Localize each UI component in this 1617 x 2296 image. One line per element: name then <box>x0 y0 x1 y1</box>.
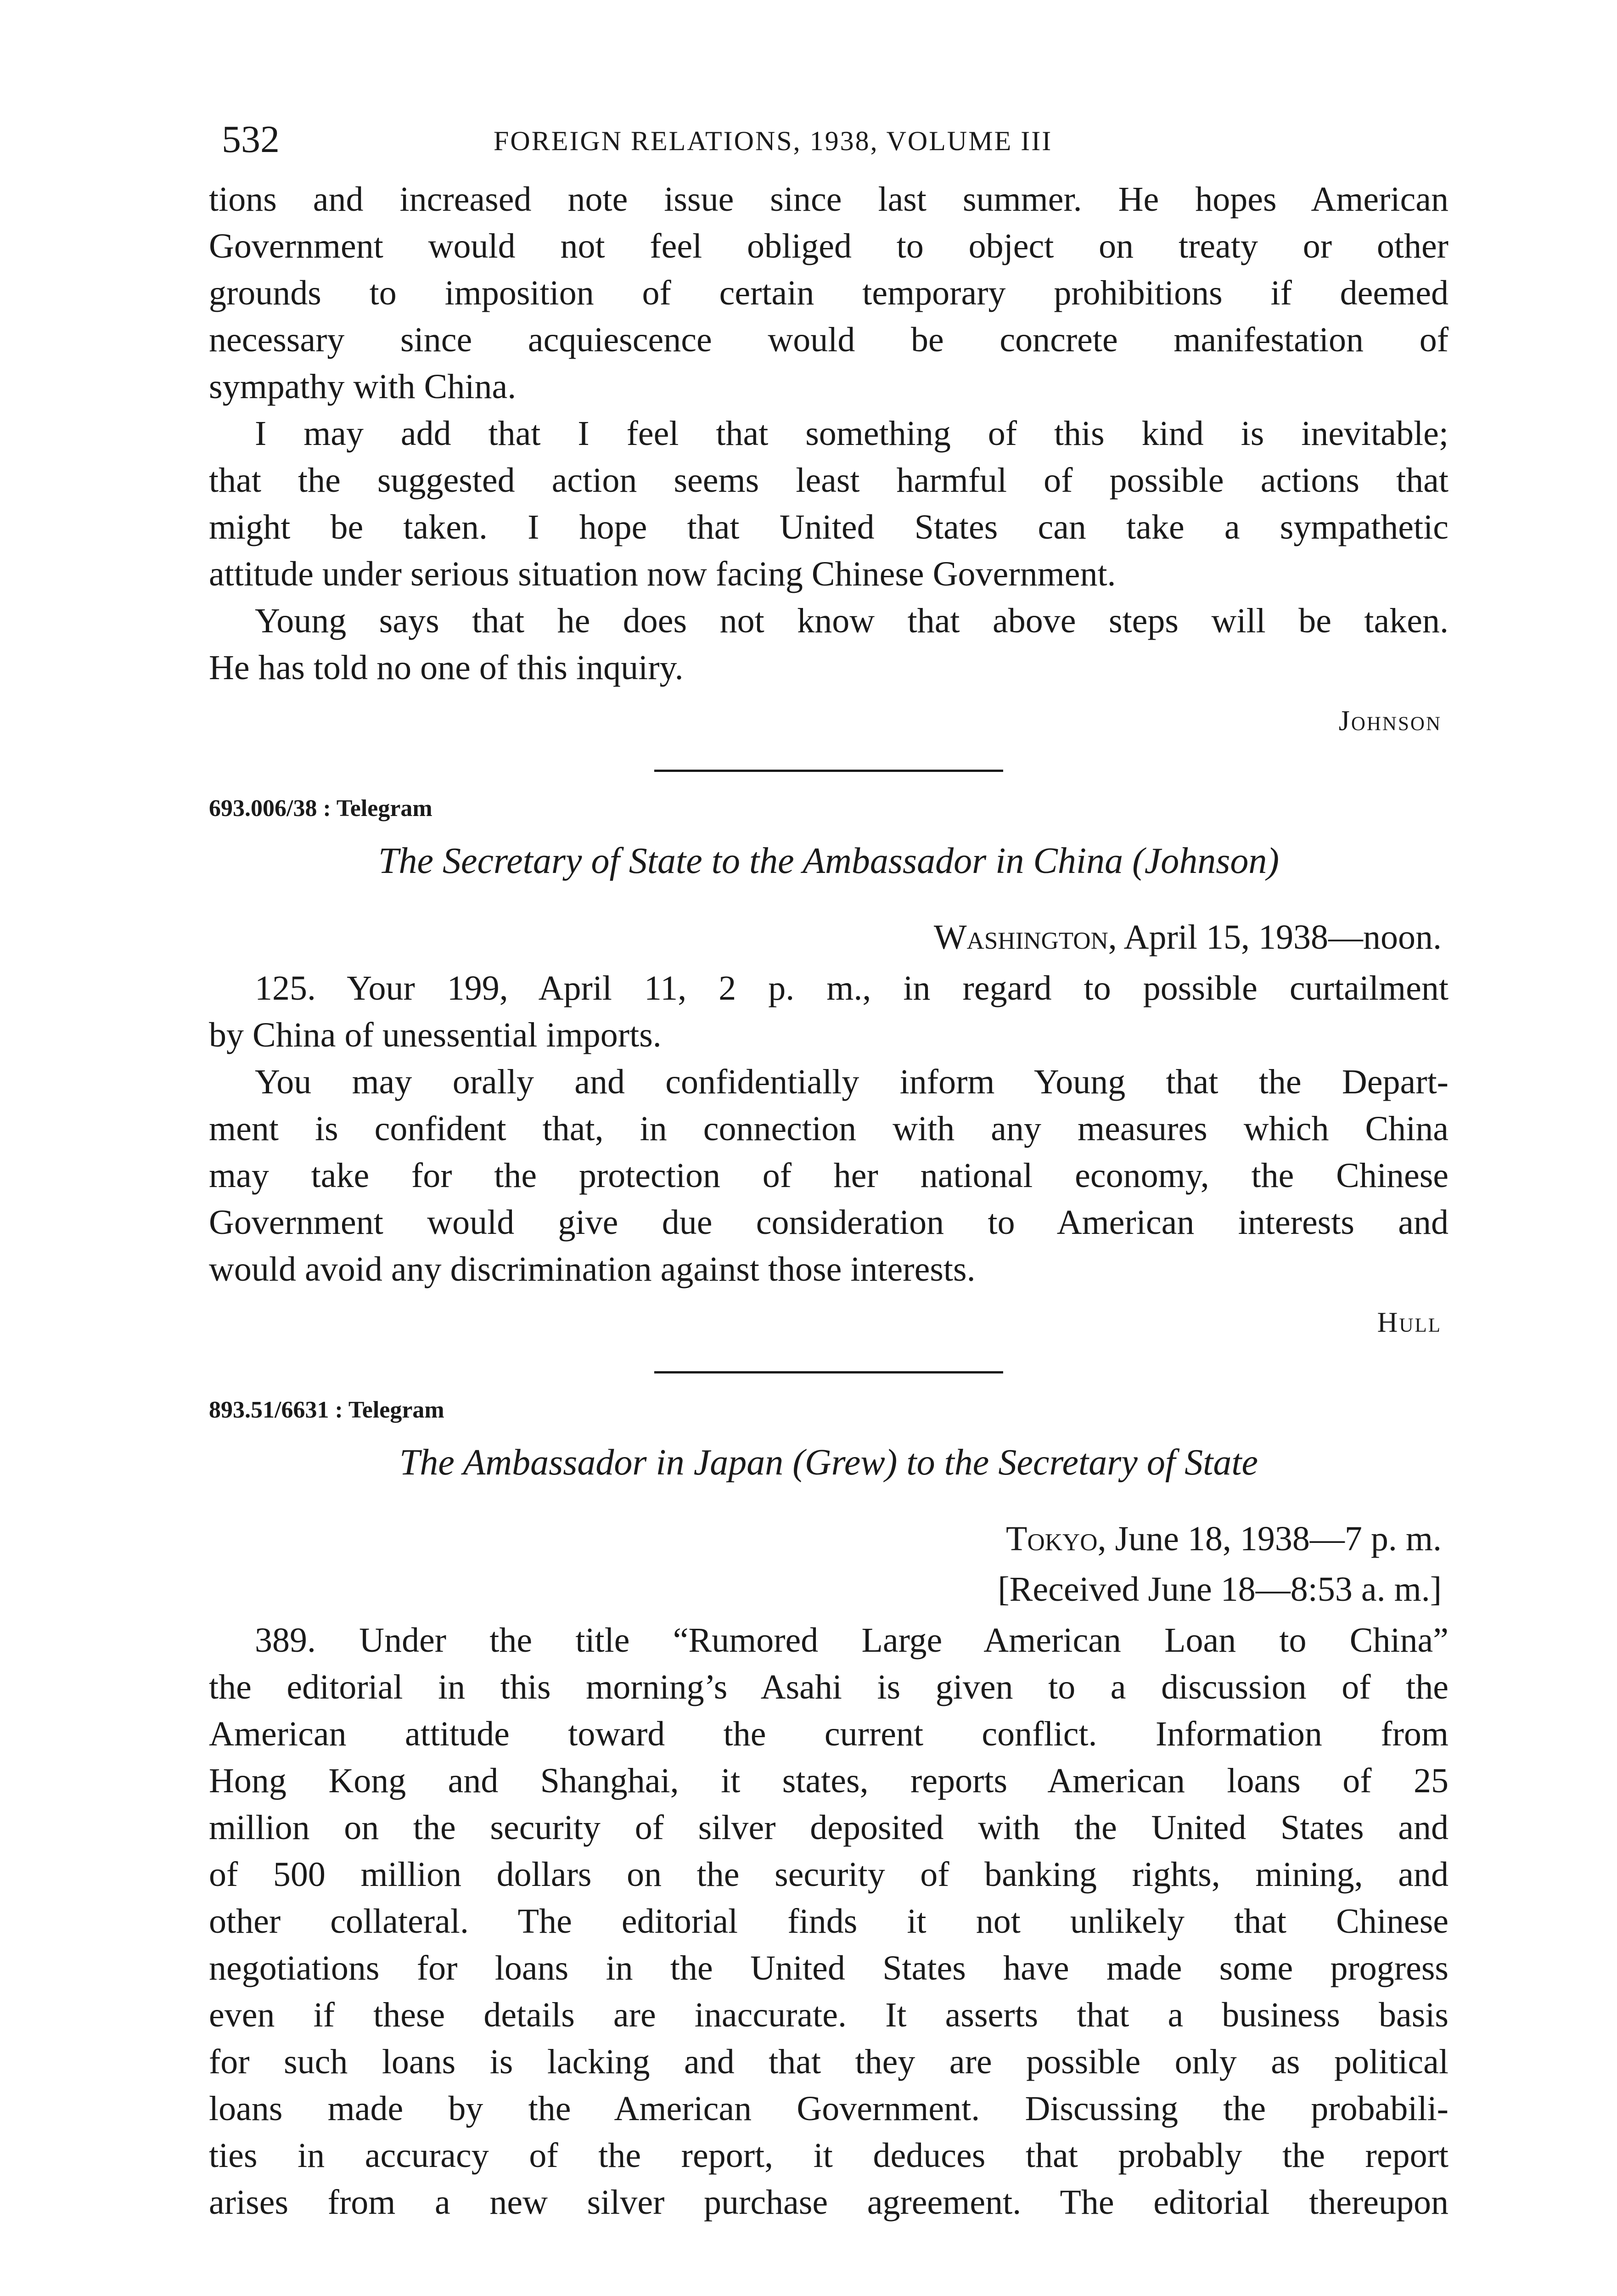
dateline-place: Washington <box>933 918 1108 957</box>
doc2-paragraph-2 <box>209 1058 1449 1293</box>
received-note: [Received June 18—8:53 a. m.] <box>998 1570 1442 1609</box>
text-line: of 500 million dollars on the security of banking rights, mining, and <box>209 1855 1449 1894</box>
dateline-date: , April 15, 1938—noon. <box>1108 918 1442 957</box>
doc1-paragraph-3 <box>209 597 1449 691</box>
text-line: Government would not feel obliged to object on treaty or other <box>209 227 1449 265</box>
doc1-paragraph-1 <box>209 176 1449 410</box>
text-line: 389. Under the title “Rumored Large American Loan to China” <box>255 1621 1449 1660</box>
signature-johnson: Johnson <box>1338 705 1442 737</box>
running-title: FOREIGN RELATIONS, 1938, VOLUME III <box>494 126 1053 156</box>
text-line: 125. Your 199, April 11, 2 p. m., in regard to possible curtailment <box>255 969 1449 1007</box>
text-line: million on the security of silver deposited with the United States and <box>209 1808 1449 1847</box>
running-head <box>209 117 1449 168</box>
text-line: for such loans is lacking and that they are possible only as political <box>209 2043 1449 2081</box>
document-page <box>209 117 1449 2226</box>
section-divider <box>654 770 1003 772</box>
document-heading: The Ambassador in Japan (Grew) to the Secretary of State <box>399 1442 1258 1483</box>
dateline <box>209 914 1449 960</box>
doc1-paragraph-2 <box>209 410 1449 597</box>
dateline <box>209 1516 1449 1562</box>
text-line: sympathy with China. <box>209 367 517 406</box>
dateline-place: Tokyo <box>1006 1519 1098 1558</box>
signature-hull: Hull <box>1377 1307 1442 1338</box>
page-number: 532 <box>222 118 280 161</box>
file-reference: 693.006/38 : Telegram <box>209 795 432 822</box>
text-line: tions and increased note issue since last summer. He hopes American <box>209 180 1449 219</box>
document-heading: The Secretary of State to the Ambassador in China (Johnson) <box>378 841 1280 881</box>
dateline-date: , June 18, 1938—7 p. m. <box>1097 1519 1442 1558</box>
text-line: would avoid any discrimination against those interests. <box>209 1250 976 1289</box>
text-line: the editorial in this morning’s Asahi is given to a discussion of the <box>209 1668 1449 1706</box>
text-line: Government would give due consideration to American interests and <box>209 1203 1449 1242</box>
text-line: You may orally and confidentially inform Young that the Depart- <box>255 1063 1449 1101</box>
text-line: might be taken. I hope that United States can take a sympathetic <box>209 508 1449 546</box>
doc3-paragraph-1 <box>209 1617 1449 2226</box>
section-divider <box>654 1371 1003 1373</box>
text-line: grounds to imposition of certain temporary prohibitions if deemed <box>209 274 1449 312</box>
text-line: He has told no one of this inquiry. <box>209 648 684 687</box>
text-line: other collateral. The editorial finds it not unlikely that Chinese <box>209 1902 1449 1941</box>
text-line: Hong Kong and Shanghai, it states, reports American loans of 25 <box>209 1761 1449 1800</box>
text-line: arises from a new silver purchase agreement. The editorial thereupon <box>209 2183 1449 2222</box>
text-line: even if these details are inaccurate. It asserts that a business basis <box>209 1996 1449 2034</box>
file-reference: 893.51/6631 : Telegram <box>209 1397 444 1423</box>
text-line: I may add that I feel that something of this kind is inevitable; <box>255 414 1449 453</box>
text-line: by China of unessential imports. <box>209 1016 662 1054</box>
doc2-paragraph-1 <box>209 965 1449 1058</box>
text-line: that the suggested action seems least harmful of possible actions that <box>209 461 1449 500</box>
text-line: Young says that he does not know that above steps will be taken. <box>255 602 1449 640</box>
text-line: may take for the protection of her national economy, the Chinese <box>209 1156 1449 1195</box>
text-line: loans made by the American Government. Discussing the probabili- <box>209 2089 1449 2128</box>
text-line: ties in accuracy of the report, it deduces that probably the report <box>209 2136 1449 2175</box>
text-line: negotiations for loans in the United States have made some progress <box>209 1949 1449 1987</box>
text-line: American attitude toward the current conflict. Information from <box>209 1715 1449 1753</box>
text-line: attitude under serious situation now facing Chinese Government. <box>209 555 1116 593</box>
text-line: necessary since acquiescence would be concrete manifestation of <box>209 321 1449 359</box>
text-line: ment is confident that, in connection with any measures which China <box>209 1109 1449 1148</box>
